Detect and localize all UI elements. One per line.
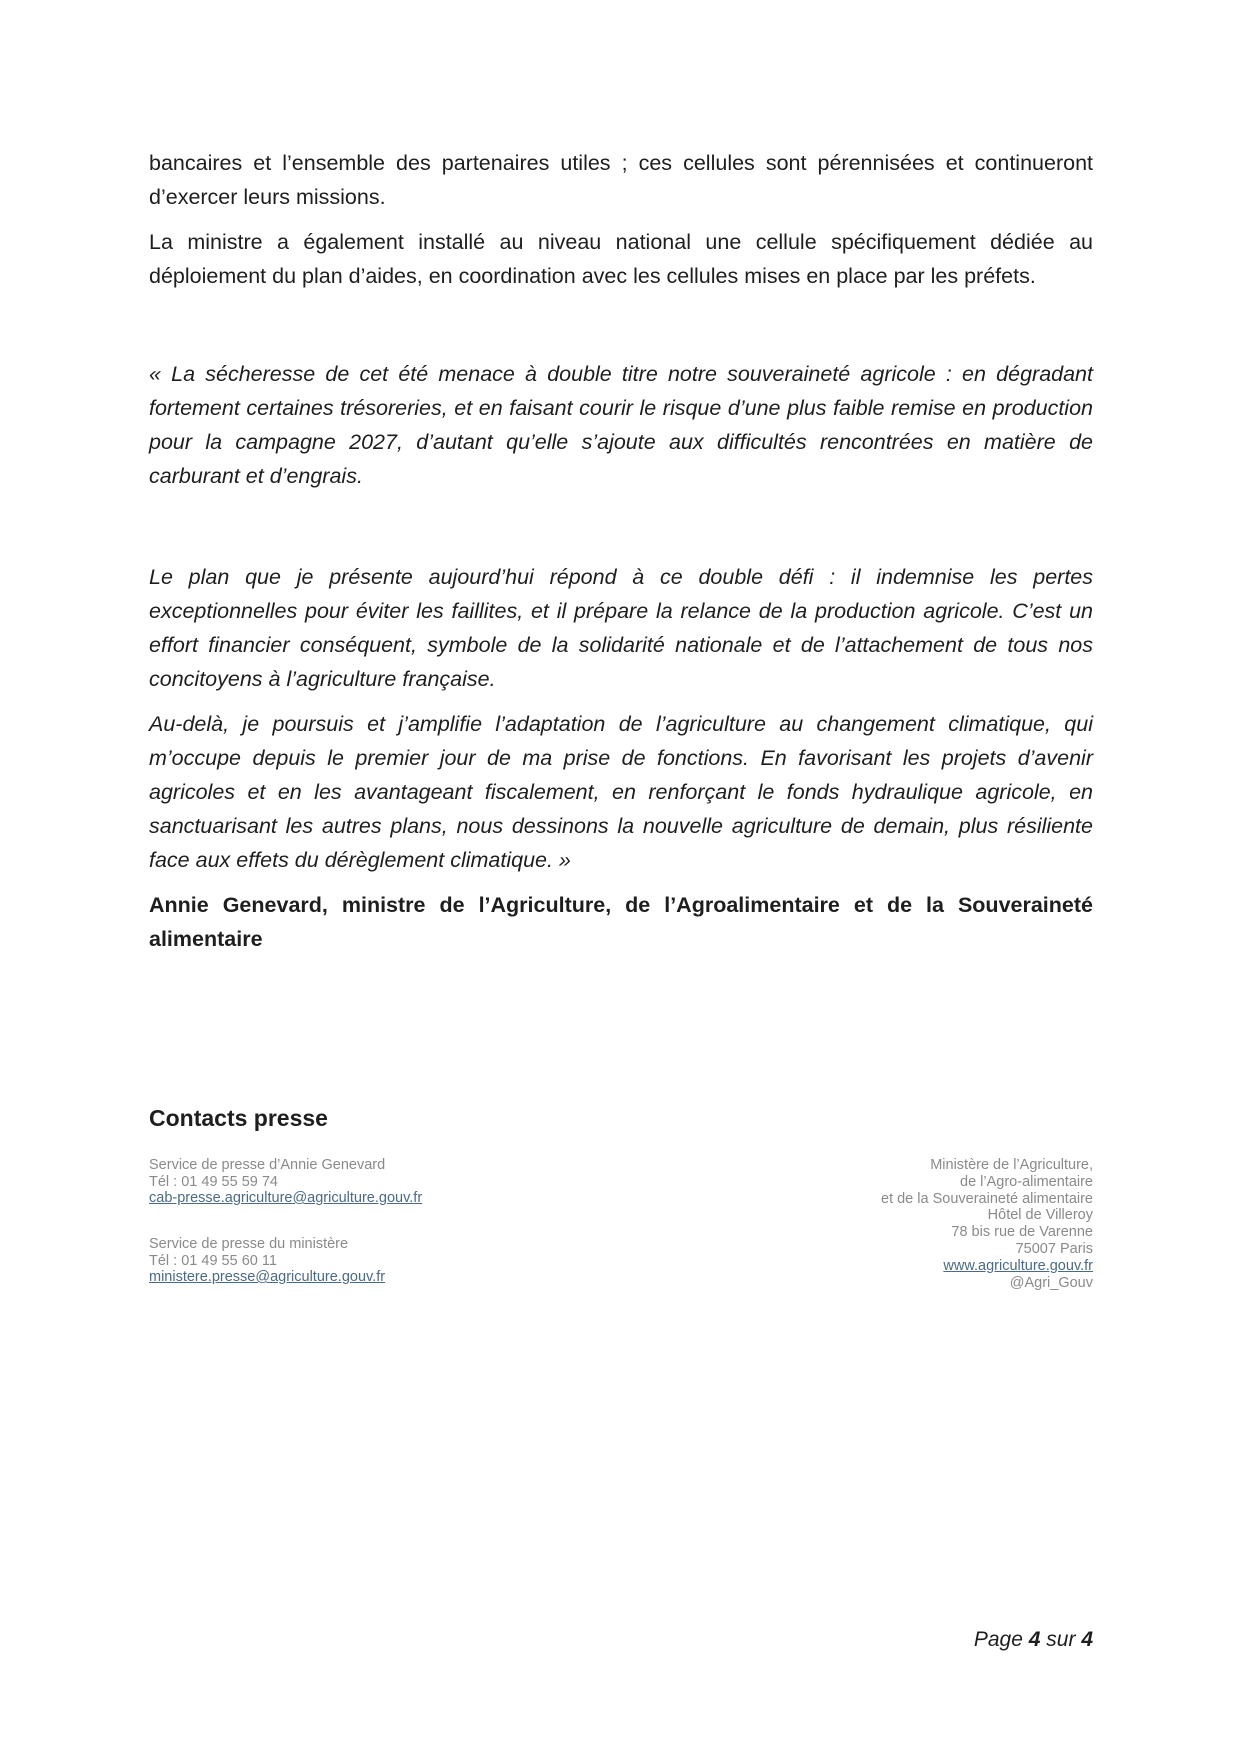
cabinet-press-phone: Tél : 01 49 55 59 74: [149, 1173, 278, 1190]
ministry-website-link[interactable]: www.agriculture.gouv.fr: [943, 1257, 1093, 1274]
ministry-press-contact: [149, 1236, 385, 1286]
total-pages: 4: [1081, 1628, 1093, 1651]
paragraph-cells: bancaires et l’ensemble des partenaires utiles ; ces cellules sont pérennisées et continueront d’exercer leurs missions.: [149, 151, 1093, 209]
cabinet-press-email-link[interactable]: cab-presse.agriculture@agriculture.gouv.fr: [149, 1190, 423, 1206]
cabinet-press-contact: [149, 1157, 422, 1207]
page-number: [974, 1628, 1093, 1652]
ministry-address-line: 75007 Paris: [1015, 1240, 1093, 1257]
ministry-address-line: de l’Agro-alimentaire: [960, 1173, 1093, 1190]
ministry-social-handle: @Agri_Gouv: [1009, 1274, 1093, 1291]
ministry-address-line: Ministère de l’Agriculture,: [930, 1157, 1093, 1173]
ministry-address-line: 78 bis rue de Varenne: [951, 1224, 1093, 1241]
ministry-address-line: Hôtel de Villeroy: [987, 1207, 1093, 1224]
cabinet-press-name: Service de presse d’Annie Genevard: [149, 1157, 386, 1173]
ministry-press-name: Service de presse du ministère: [149, 1236, 349, 1252]
quote-signature: Annie Genevard, ministre de l’Agriculture, de l’Agroalimentaire et de la Souveraineté alimentaire: [149, 893, 1093, 951]
current-page: 4: [1028, 1628, 1041, 1651]
contacts-title: Contacts presse: [149, 1105, 328, 1131]
quote-paragraph-1: « La sécheresse de cet été menace à double titre notre souveraineté agricole : en dégradant fortement certaines trésoreries, et en faisant courir le risque d’une plus faible remise en production pour la campagne 2027, d’autant qu’elle s’ajoute aux difficultés rencontrées en matière de carburant et d’engrais.: [149, 362, 1093, 488]
ministry-press-phone: Tél : 01 49 55 60 11: [149, 1252, 277, 1269]
page-label: Page: [973, 1628, 1023, 1651]
document-body: [149, 146, 1093, 956]
quote-paragraph-3: Au-delà, je poursuis et j’amplifie l’adaptation de l’agriculture au changement climatique, qui m’occupe depuis le premier jour de ma prise de fonctions. En favorisant les projets d’avenir agricoles et en les avantageant fiscalement, en renforçant le fonds hydraulique agricole, en sanctuarisant les autres plans, nous dessinons la nouvelle agriculture de demain, plus résiliente face aux effets du dérèglement climatique. »: [149, 712, 1093, 872]
ministry-press-email-link[interactable]: ministere.presse@agriculture.gouv.fr: [149, 1269, 386, 1285]
paragraph-national-cell: La ministre a également installé au niveau national une cellule spécifiquement dédiée au déploiement du plan d’aides, en coordination avec les cellules mises en place par les préfets.: [149, 230, 1093, 288]
page-of-label: sur: [1046, 1628, 1076, 1651]
ministry-address: [881, 1157, 1093, 1291]
quote-paragraph-2: Le plan que je présente aujourd’hui répond à ce double défi : il indemnise les pertes exceptionnelles pour éviter les faillites, et il prépare la relance de la production agricole. C’est un effort financier conséquent, symbole de la solidarité nationale et de l’attachement de tous nos concitoyens à l’agriculture française.: [149, 565, 1093, 691]
ministry-address-line: et de la Souveraineté alimentaire: [881, 1190, 1093, 1207]
